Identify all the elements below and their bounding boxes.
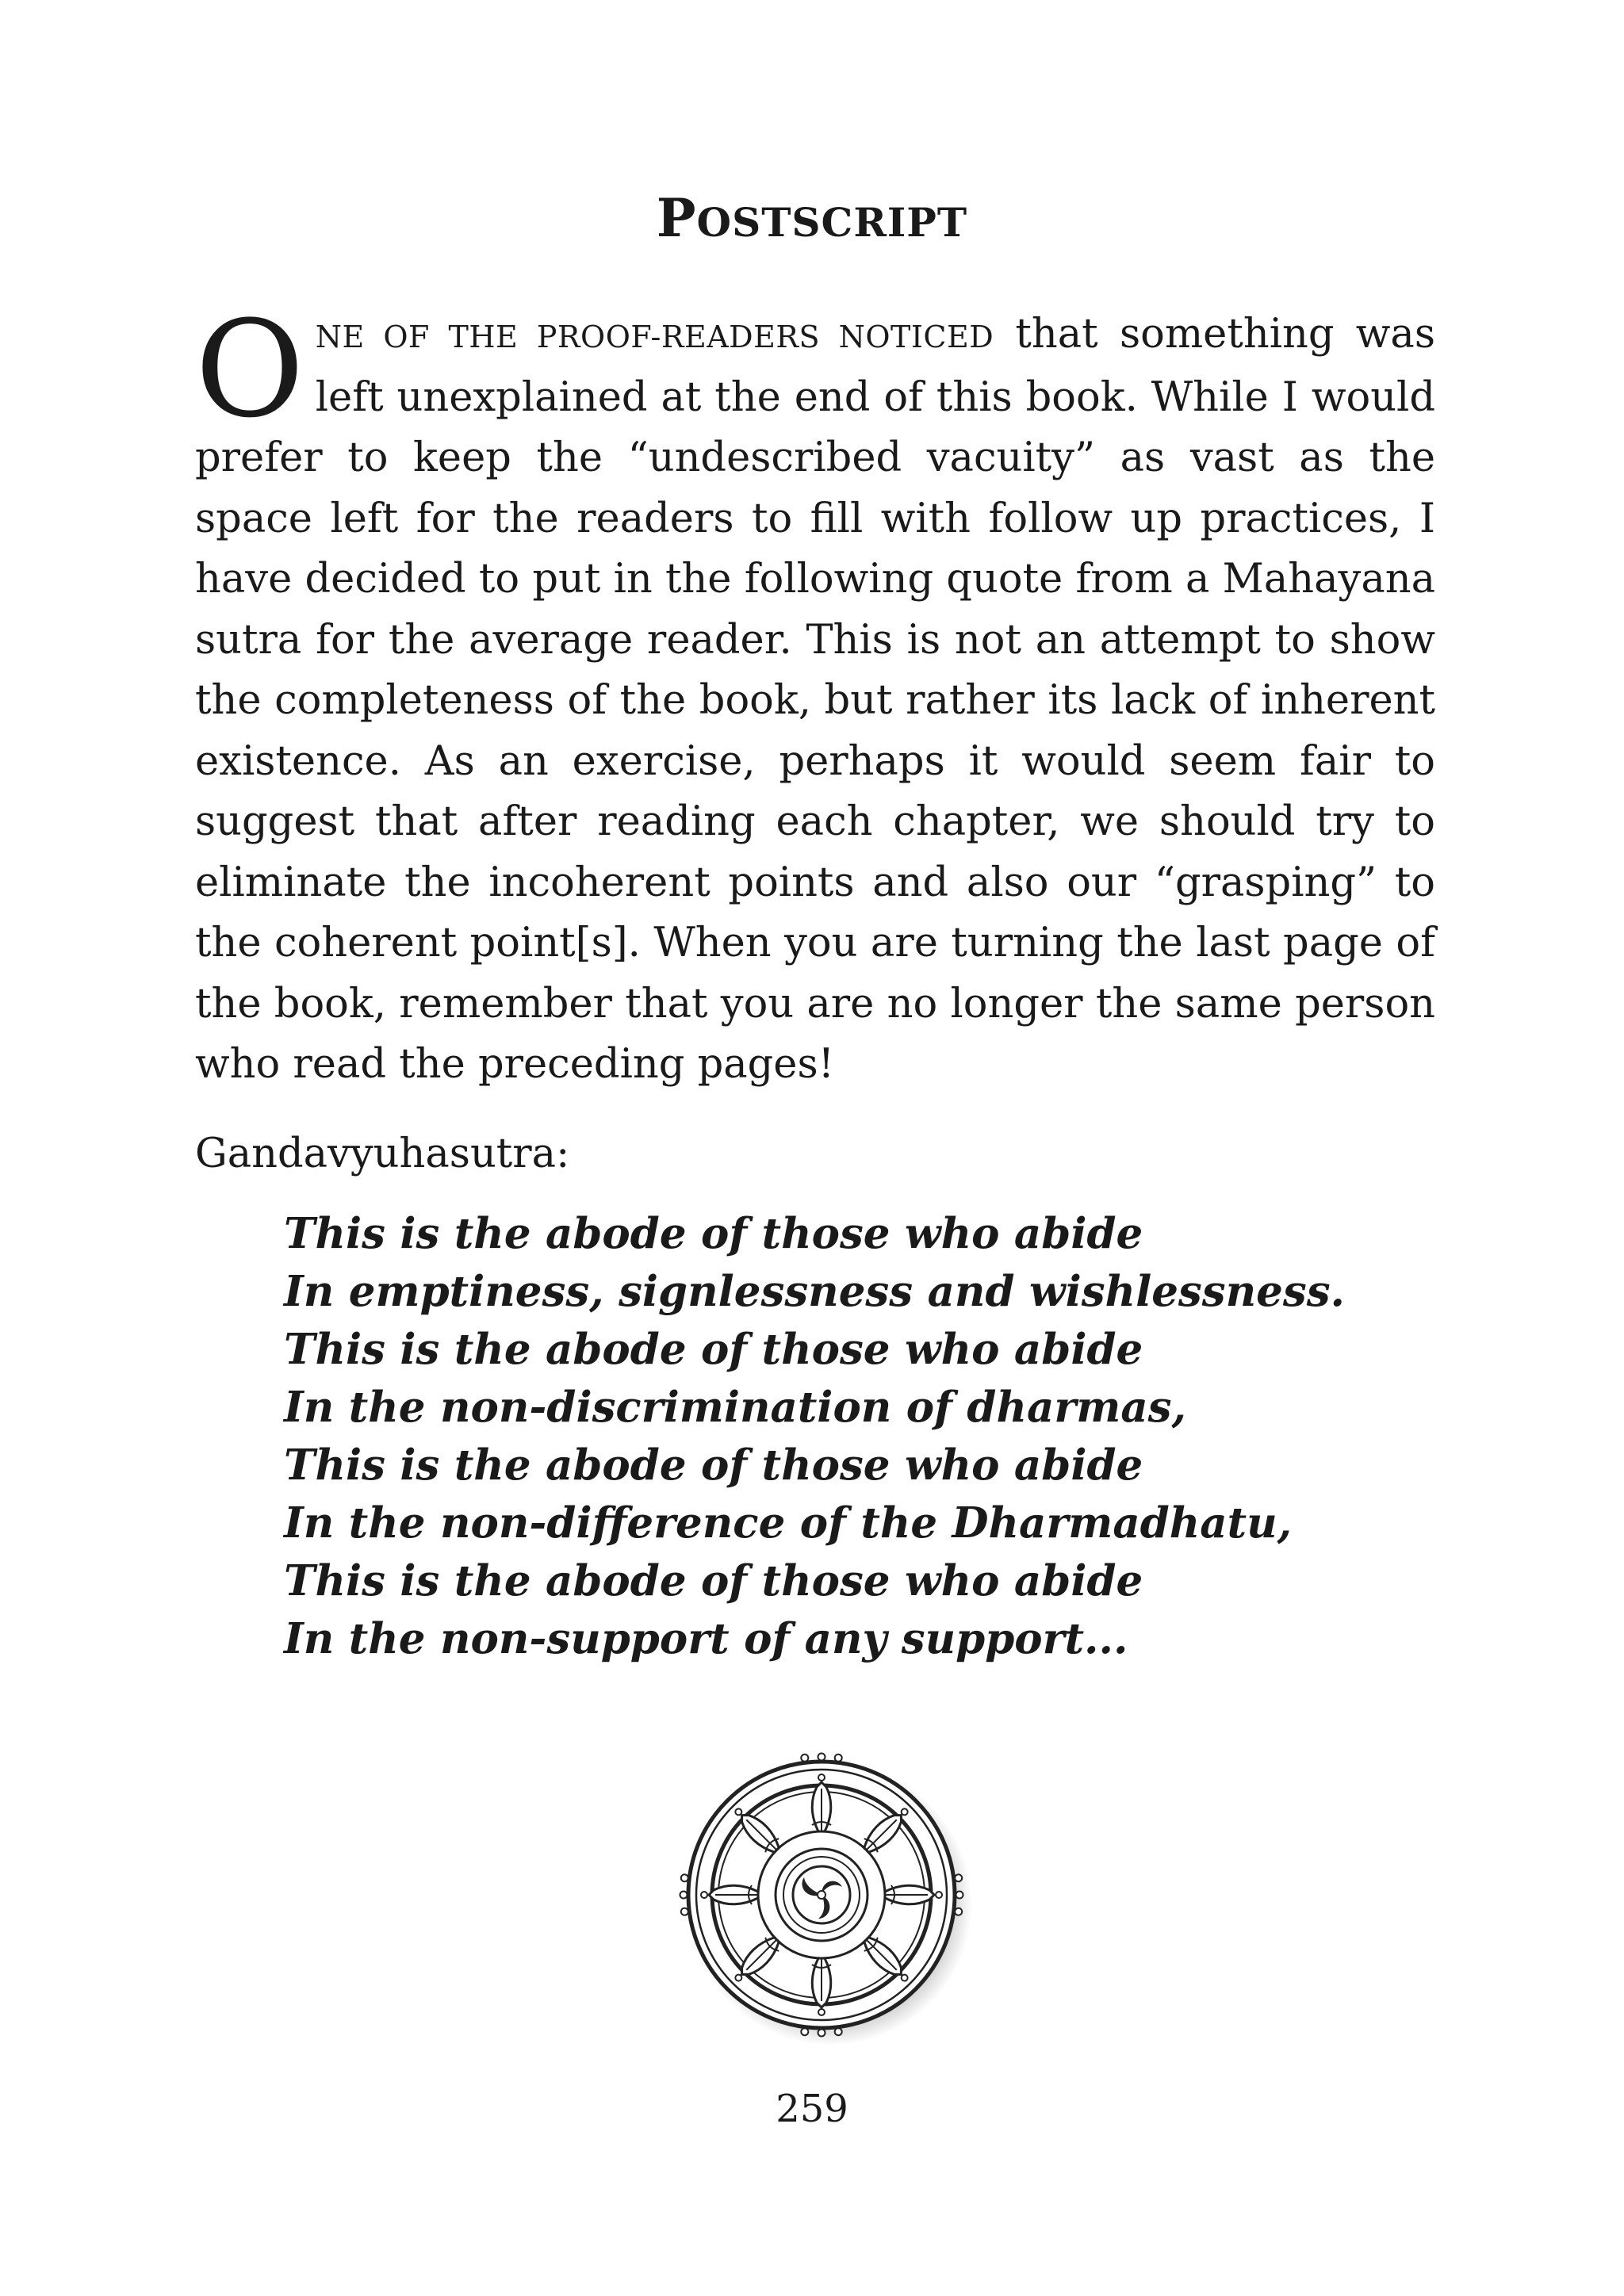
paragraph-text: that something was left unexplained at the end of this book. While I would prefer to keep the “undescribed vacuity” as vast as the space left for the readers to fill with follow up practices, I have decided to put in the following quote from a Mahayana sutra for the average reader. This is not an attempt to show the completeness of the book, but rather its lack of inherent existence. As an exercise, perhaps it would seem fair to suggest that after reading each chapter, we should try to eliminate the incoherent points and also our “grasping” to the coherent point[s]. When you are turning the last page of the book, remember that you are no longer the same person who read the preceding pages! <box>195 311 1436 1088</box>
verse-line: This is the abode of those who abide <box>284 1556 1143 1605</box>
verse-line: In the non-discrimination of dharmas, <box>284 1383 1186 1432</box>
verse-line: This is the abode of those who abide <box>284 1441 1143 1490</box>
verse-line: This is the abode of those who abide <box>284 1209 1143 1258</box>
title-initial: P <box>656 187 697 249</box>
drop-cap: O <box>195 292 304 447</box>
page-title <box>0 187 1624 249</box>
page-number: 259 <box>776 2087 848 2131</box>
verse-line: In the non-support of any support... <box>284 1614 1128 1663</box>
lead-in-smallcaps: NE OF THE PROOF-READERS NOTICED <box>315 320 994 354</box>
sutra-verse <box>284 1205 1345 1668</box>
wheel-hub <box>758 1831 885 1958</box>
dharma-wheel-icon <box>663 1736 980 2053</box>
postscript-paragraph <box>195 292 1436 1096</box>
verse-line: In the non-difference of the Dharmadhatu, <box>284 1498 1293 1548</box>
verse-line: This is the abode of those who abide <box>284 1325 1143 1374</box>
sutra-source-label: Gandavyuhasutra: <box>195 1131 570 1177</box>
verse-line: In emptiness, signlessness and wishlessness. <box>284 1267 1345 1316</box>
title-rest: OSTSCRIPT <box>696 199 968 246</box>
